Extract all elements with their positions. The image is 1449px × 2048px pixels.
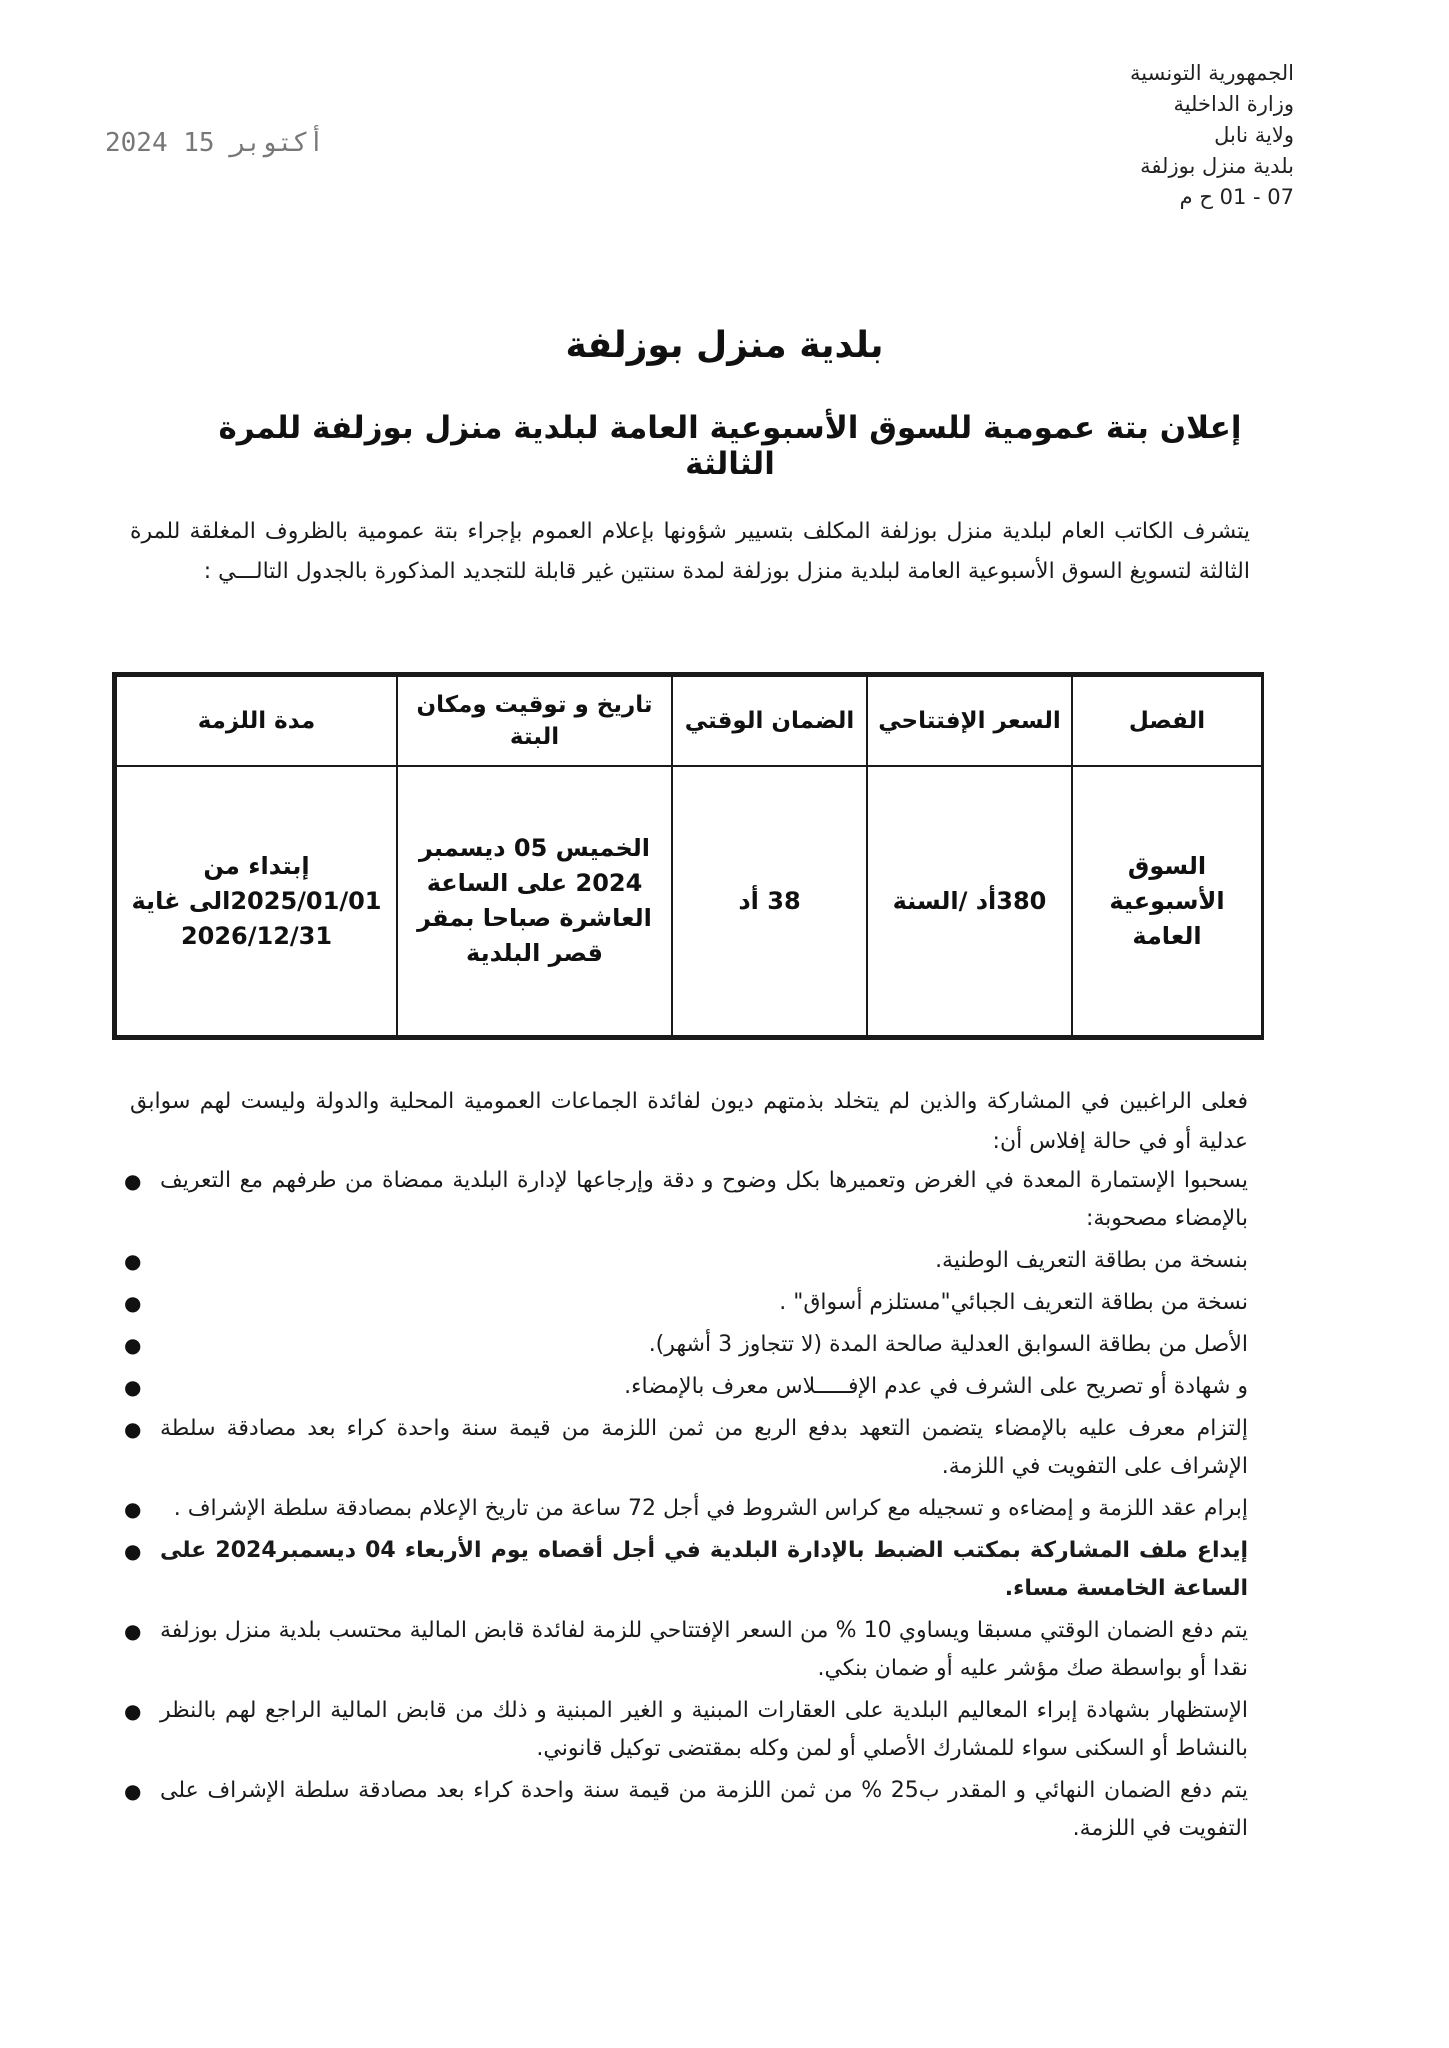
auction-table (112, 672, 1264, 1040)
bullet-icon: ● (124, 1417, 142, 1441)
requirements-list (120, 1162, 1248, 1852)
list-item (120, 1692, 1248, 1768)
cell-item: السوق الأسبوعية العامة (1072, 766, 1262, 1036)
list-item (120, 1410, 1248, 1486)
col-header-item: الفصل (1072, 676, 1262, 766)
cell-opening-price: 380أد /السنة (867, 766, 1072, 1036)
list-item (120, 1490, 1248, 1528)
intro-paragraph: يتشرف الكاتب العام لبلدية منزل بوزلفة المكلف بتسيير شؤونها بإعلام العموم بإجراء بتة عمومية بالظروف المغلقة للمرة الثالثة لتسويغ السوق الأسبوعية العامة لبلدية منزل بوزلفة لمدة سنتين غير قابلة للتجديد المذكورة بالجدول التالـــي : (130, 519, 1250, 584)
list-item (120, 1242, 1248, 1280)
date-stamp: 2024 أكتوبر 15 (105, 128, 325, 158)
bullet-icon: ● (124, 1619, 142, 1643)
list-item-text: الأصل من بطاقة السوابق العدلية صالحة المدة (لا تتجاوز 3 أشهر). (648, 1332, 1248, 1357)
bullet-icon: ● (124, 1375, 142, 1399)
list-item-text: الإستظهار بشهادة إبراء المعاليم البلدية على العقارات المبنية و الغير المبنية و ذلك من قابض المالية الراجع لهم بالنظر بالنشاط أو السكنى سواء للمشارك الأصلي أو لمن وكله بمقتضى توكيل قانوني. (160, 1698, 1248, 1761)
table-header-row (116, 676, 1262, 766)
letterhead-line-municipality: بلدية منزل بوزلفة (1140, 154, 1294, 178)
list-item-text: بنسخة من بطاقة التعريف الوطنية. (935, 1248, 1248, 1273)
cell-lease-duration: إبتداء من 2025/01/01الى غاية 2026/12/31 (116, 766, 397, 1036)
bullet-icon: ● (124, 1699, 142, 1723)
letterhead-line-ministry: وزارة الداخلية (1173, 92, 1294, 116)
page-subtitle: إعلان بتة عمومية للسوق الأسبوعية العامة لبلدية منزل بوزلفة للمرة الثالثة (218, 410, 1242, 482)
reference-code: 07 - 01 ح م (1179, 185, 1294, 209)
list-item-text: يتم دفع الضمان الوقتي مسبقا ويساوي 10 % من السعر الإفتتاحي للزمة لفائدة قابض المالية محتسب بلدية منزل بوزلفة نقدا أو بواسطة صك مؤشر عليه أو ضمان بنكي. (160, 1618, 1248, 1681)
letterhead-line-governorate: ولاية نابل (1214, 123, 1294, 147)
col-header-auction-date: تاريخ و توقيت ومكان البتة (397, 676, 672, 766)
list-item (120, 1612, 1248, 1688)
col-header-deposit: الضمان الوقتي (672, 676, 867, 766)
table-row (116, 766, 1262, 1036)
page-title: بلدية منزل بوزلفة (565, 325, 884, 366)
list-item-text: إيداع ملف المشاركة بمكتب الضبط بالإدارة البلدية في أجل أقصاه يوم الأربعاء 04 ديسمبر2024 على الساعة الخامسة مساء. (160, 1538, 1248, 1601)
list-item-text: يتم دفع الضمان النهائي و المقدر ب25 % من ثمن اللزمة من قيمة سنة واحدة كراء بعد مصادقة سلطة الإشراف على التفويت في اللزمة. (160, 1778, 1248, 1841)
bullet-icon: ● (124, 1779, 142, 1803)
bullet-icon: ● (124, 1169, 142, 1193)
cell-auction-date: الخميس 05 ديسمبر 2024 على الساعة العاشرة صباحا بمقر قصر البلدية (397, 766, 672, 1036)
cell-deposit: 38 أد (672, 766, 867, 1036)
list-item-text: و شهادة أو تصريح على الشرف في عدم الإفـــــلاس معرف بالإمضاء. (624, 1374, 1248, 1399)
list-item (120, 1284, 1248, 1322)
col-header-lease-duration: مدة اللزمة (116, 676, 397, 766)
bullet-icon: ● (124, 1333, 142, 1357)
list-item (120, 1772, 1248, 1848)
col-header-opening-price: السعر الإفتتاحي (867, 676, 1072, 766)
bullet-icon: ● (124, 1497, 142, 1521)
list-item-text: إبرام عقد اللزمة و إمضاءه و تسجيله مع كراس الشروط في أجل 72 ساعة من تاريخ الإعلام بمصادقة سلطة الإشراف . (173, 1496, 1248, 1521)
list-item-text: يسحبوا الإستمارة المعدة في الغرض وتعميرها بكل وضوح و دقة وإرجاعها لإدارة البلدية ممضاة من طرفهم مع التعريف بالإمضاء مصحوبة: (160, 1168, 1248, 1231)
bullet-icon: ● (124, 1249, 142, 1273)
conditions-paragraph: فعلى الراغبين في المشاركة والذين لم يتخلد بذمتهم ديون لفائدة الجماعات العمومية المحلية والدولة وليست لهم سوابق عدلية أو في حالة إفلاس أن: (130, 1089, 1248, 1154)
letterhead-line-republic: الجمهورية التونسية (1130, 61, 1294, 85)
list-item-text: نسخة من بطاقة التعريف الجبائي"مستلزم أسواق" . (779, 1290, 1248, 1315)
letterhead (1130, 58, 1294, 213)
list-item (120, 1532, 1248, 1608)
list-item (120, 1326, 1248, 1364)
list-item (120, 1368, 1248, 1406)
bullet-icon: ● (124, 1539, 142, 1563)
list-item (120, 1162, 1248, 1238)
bullet-icon: ● (124, 1291, 142, 1315)
list-item-text: إلتزام معرف عليه بالإمضاء يتضمن التعهد بدفع الربع من ثمن اللزمة من قيمة سنة واحدة كراء بعد مصادقة سلطة الإشراف على التفويت في اللزمة. (160, 1416, 1248, 1479)
